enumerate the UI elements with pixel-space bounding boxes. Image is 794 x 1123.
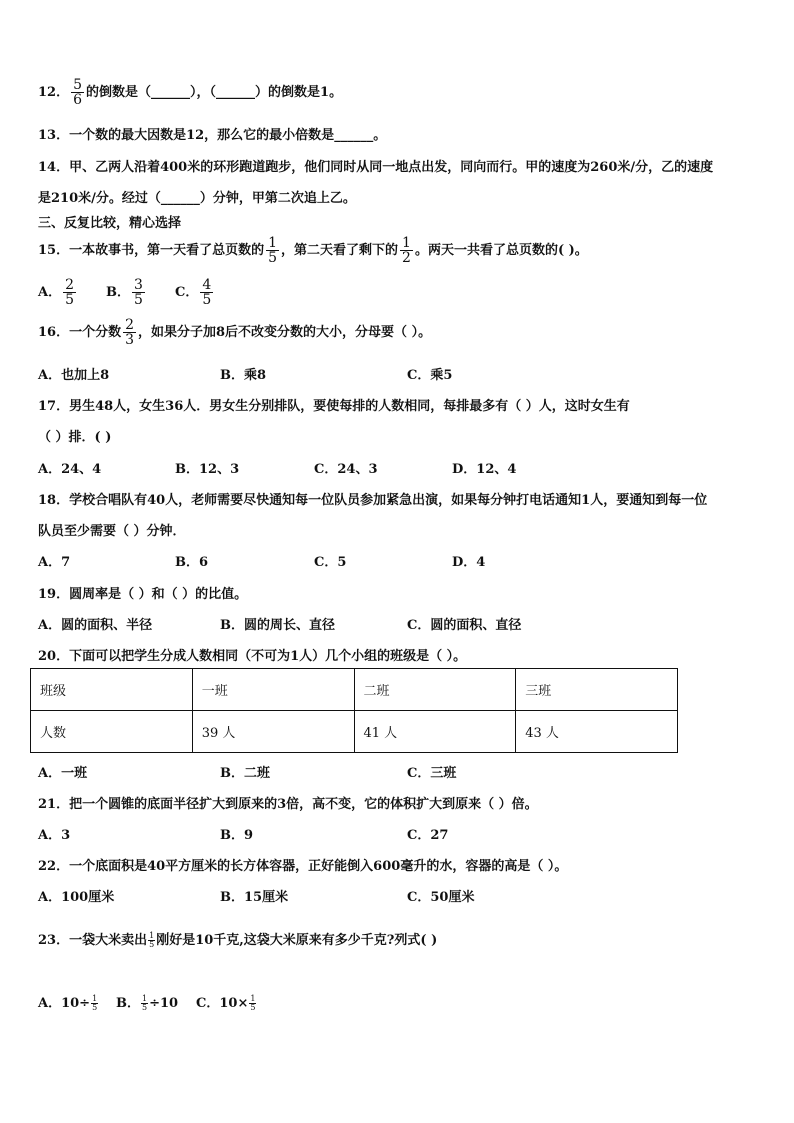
option-a[interactable]: A． $\frac{2}{5}$ (38, 277, 75, 308)
question-22: 22．一个底面积是40平方厘米的长方体容器，正好能倒入600毫升的水，容器的高是（ ）。 (38, 859, 568, 874)
option-b[interactable]: B．6 (175, 555, 209, 570)
section-heading: 三、反复比较，精心选择 (38, 216, 182, 231)
question-17-line-1: 17．男生48人，女生36人．男女生分别排队，要使每排的人数相同，每排最多有（ ）人，这时女生有 (38, 399, 630, 414)
option-c[interactable]: C．5 (314, 555, 347, 570)
option-d[interactable]: D．12、4 (452, 462, 517, 477)
table-cell: 39 人 (192, 711, 354, 753)
option-b[interactable]: B．二班 (220, 766, 270, 781)
question-18-line-1: 18．学校合唱队有40人，老师需要尽快通知每一位队员参加紧急出演，如果每分钟打电话通知1人，要通知到每一位 (38, 493, 708, 508)
option-a[interactable]: A．也加上8 (38, 368, 110, 383)
question-number: 12． (38, 85, 70, 100)
answer-blank[interactable]: ______ (334, 128, 374, 143)
table-row (31, 711, 678, 753)
option-b[interactable]: B． $\frac{3}{5}$ (106, 277, 143, 308)
question-13: 13．一个数的最大因数是12，那么它的最小倍数是______。 (38, 128, 387, 143)
option-c[interactable]: C．50厘米 (407, 890, 475, 905)
option-c[interactable]: C．三班 (407, 766, 457, 781)
option-a[interactable]: A．10÷ $\frac{1}{5}$ (38, 994, 98, 1012)
option-a[interactable]: A．一班 (38, 766, 88, 781)
option-c[interactable]: C．27 (407, 828, 449, 843)
option-d[interactable]: D．4 (452, 555, 486, 570)
option-a[interactable]: A．24、4 (38, 462, 102, 477)
table-cell: 41 人 (354, 711, 516, 753)
option-a[interactable]: A．圆的面积、半径 (38, 618, 153, 633)
question-14-line-2: 是210米/分。经过（______）分钟，甲第二次追上乙。 (38, 191, 356, 206)
question-20: 20．下面可以把学生分成人数相同（不可为1人）几个小组的班级是（ ）。 (38, 649, 467, 664)
question-18-line-2: 队员至少需要（ ）分钟． (38, 524, 186, 539)
option-c[interactable]: C． $\frac{4}{5}$ (175, 277, 212, 308)
question-15: 15．一本故事书，第一天看了总页数的 $\frac{1}{5}$ ，第二天看了剩下的 $\frac{1}{2}$ 。两天一共看了总页数的( )。 (38, 235, 588, 266)
option-b[interactable]: B．15厘米 (220, 890, 289, 905)
option-b[interactable]: B．圆的周长、直径 (220, 618, 335, 633)
option-b[interactable]: B．乘8 (220, 368, 267, 383)
option-a[interactable]: A．7 (38, 555, 71, 570)
table-cell: 二班 (354, 669, 516, 711)
question-19: 19．圆周率是（ ）和（ ）的比值。 (38, 587, 248, 602)
question-21: 21．把一个圆锥的底面半径扩大到原来的3倍，高不变，它的体积扩大到原来（ ）倍。 (38, 797, 538, 812)
question-12: 12． $\frac{5}{6}$ 的倒数是（______），（______）的倒数是1。 (38, 77, 343, 108)
option-c[interactable]: C．圆的面积、直径 (407, 618, 522, 633)
fraction: $\frac{5}{6}$ (73, 77, 83, 108)
answer-blank[interactable]: ______ (151, 85, 191, 100)
option-b[interactable]: B．9 (220, 828, 254, 843)
answer-blank[interactable]: ______ (216, 85, 256, 100)
option-c[interactable]: C．乘5 (407, 368, 453, 383)
option-b[interactable]: B．12、3 (175, 462, 240, 477)
option-b[interactable]: B． $\frac{1}{5}$ ÷10 (116, 994, 179, 1012)
table-cell: 人数 (31, 711, 193, 753)
table-cell: 班级 (31, 669, 193, 711)
question-23: 23．一袋大米卖出 $\frac{1}{5}$ 刚好是10千克,这袋大米原来有多少千克?列式( ) (38, 931, 438, 949)
table-cell: 三班 (516, 669, 678, 711)
table-row (31, 669, 678, 711)
question-17-line-2: （ ）排．( ) (38, 430, 112, 445)
question-16: 16．一个分数 $\frac{2}{3}$ ，如果分子加8后不改变分数的大小，分母要（ ）。 (38, 317, 432, 348)
table-cell: 43 人 (516, 711, 678, 753)
class-size-table (30, 668, 678, 753)
table-cell: 一班 (192, 669, 354, 711)
option-a[interactable]: A．100厘米 (38, 890, 115, 905)
option-c[interactable]: C．24、3 (314, 462, 378, 477)
question-14-line-1: 14．甲、乙两人沿着400米的环形跑道跑步，他们同时从同一地点出发，同向而行。甲的速度为260米/分，乙的速度 (38, 160, 714, 175)
option-a[interactable]: A．3 (38, 828, 71, 843)
option-c[interactable]: C．10× $\frac{1}{5}$ (196, 994, 256, 1012)
